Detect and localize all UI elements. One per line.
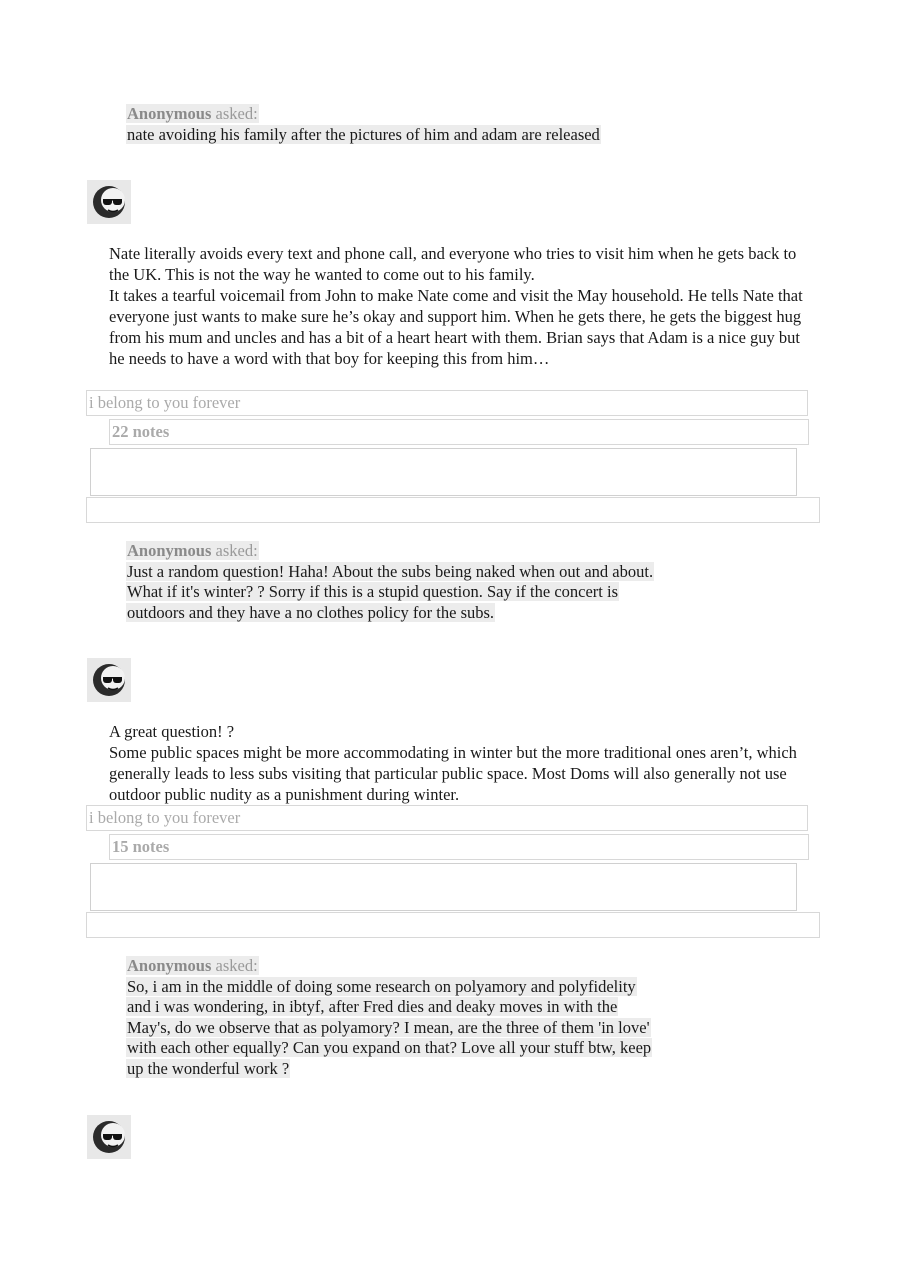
answer-paragraph: Some public spaces might be more accommodating in winter but the more traditional ones aren’t, which generally leads to less subs visiting that particular public space. Most Doms will also generally not use outdoor public nudity as a punishment during winter.	[109, 743, 797, 804]
answer-paragraph: A great question! ?	[109, 722, 235, 741]
asker-name: Anonymous	[127, 104, 212, 123]
question-block-1	[126, 104, 601, 145]
question-line: May's, do we observe that as polyamory? I mean, are the three of them 'in love'	[127, 1017, 650, 1037]
sunglasses-face-icon	[91, 662, 127, 698]
answer-block-2	[109, 721, 809, 805]
asked-label: asked:	[215, 541, 258, 560]
post-footer-box	[90, 448, 797, 496]
avatar[interactable]	[87, 180, 131, 224]
source-link[interactable]: i belong to you forever	[86, 390, 808, 416]
question-line: So, i am in the middle of doing some research on polyamory and polyfidelity	[127, 976, 636, 996]
question-line: outdoors and they have a no clothes policy for the subs.	[127, 602, 495, 622]
sunglasses-face-icon	[91, 184, 127, 220]
question-line: with each other equally? Can you expand on that? Love all your stuff btw, keep	[127, 1038, 652, 1057]
answer-block-1	[109, 243, 809, 369]
asker-name: Anonymous	[127, 541, 212, 560]
question-block-2	[126, 541, 654, 623]
question-block-3	[126, 956, 652, 1079]
notes-count[interactable]: 15 notes	[109, 834, 809, 860]
question-line: and i was wondering, in ibtyf, after Fred dies and deaky moves in with the	[127, 997, 618, 1016]
avatar[interactable]	[87, 658, 131, 702]
question-line: nate avoiding his family after the pictures of him and adam are released	[127, 124, 600, 144]
question-line: Just a random question! Haha! About the subs being naked when out and about.	[127, 561, 654, 581]
asked-label: asked:	[215, 104, 258, 123]
post-separator-box	[86, 912, 820, 938]
post-separator-box	[86, 497, 820, 523]
question-line: What if it's winter? ? Sorry if this is a stupid question. Say if the concert is	[127, 582, 619, 601]
question-line: up the wonderful work ?	[127, 1058, 290, 1078]
avatar[interactable]	[87, 1115, 131, 1159]
notes-count[interactable]: 22 notes	[109, 419, 809, 445]
asker-name: Anonymous	[127, 956, 212, 975]
sunglasses-face-icon	[91, 1119, 127, 1155]
post-footer-box	[90, 863, 797, 911]
asked-label: asked:	[215, 956, 258, 975]
source-link[interactable]: i belong to you forever	[86, 805, 808, 831]
answer-paragraph: It takes a tearful voicemail from John to make Nate come and visit the May household. He tells Nate that everyone just wants to make sure he’s okay and support him. When he gets there, he gets the biggest hug from his mum and uncles and has a bit of a heart heart with them. Brian says that Adam is a nice guy but he needs to have a word with that boy for keeping this from him…	[109, 286, 803, 368]
answer-paragraph: Nate literally avoids every text and phone call, and everyone who tries to visit him when he gets back to the UK. This is not the way he wanted to come out to his family.	[109, 244, 797, 284]
